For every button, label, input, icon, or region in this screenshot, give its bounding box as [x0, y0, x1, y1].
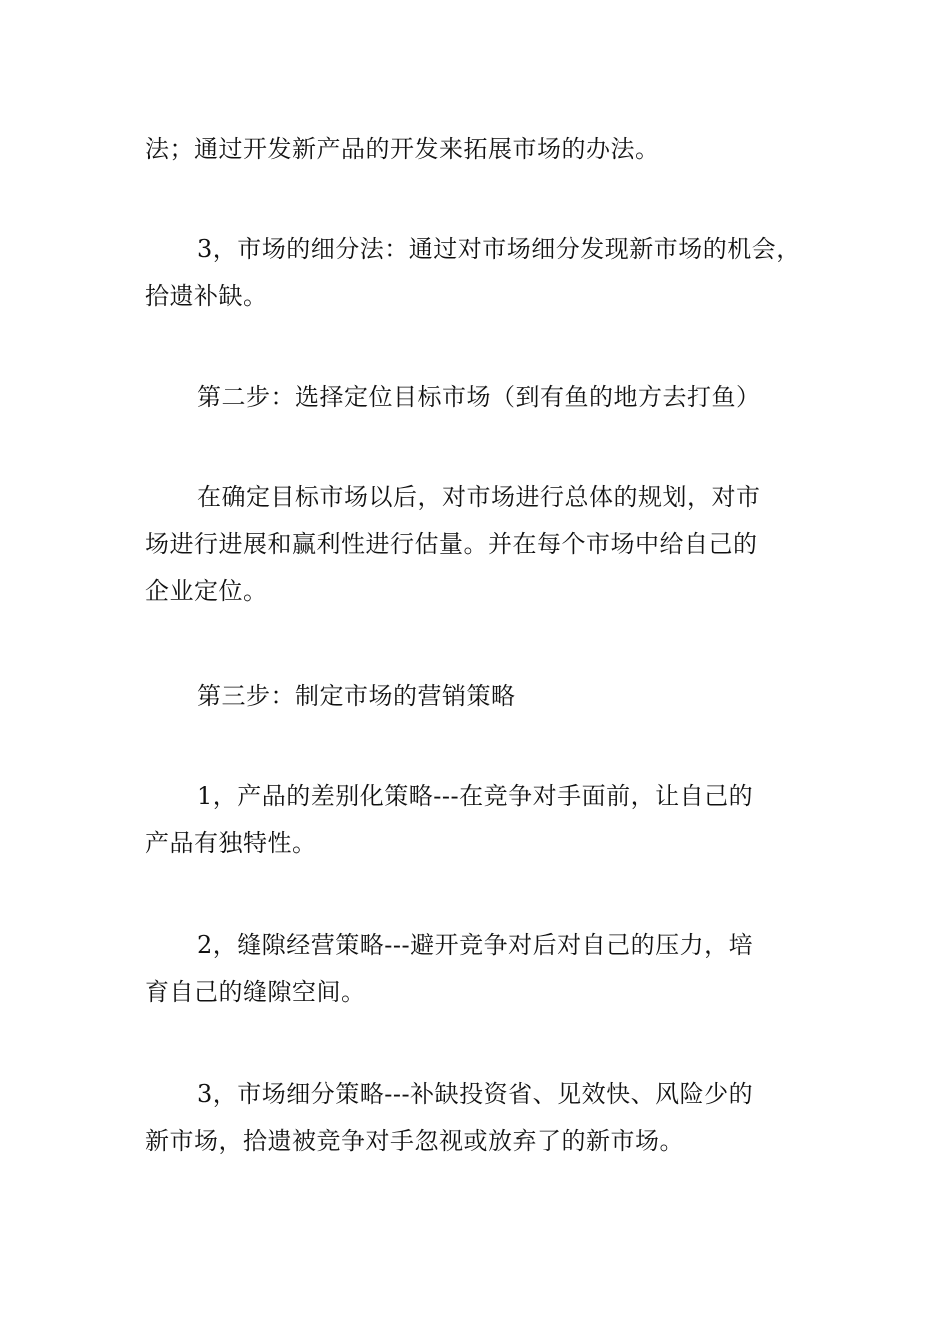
text-line: 育自己的缝隙空间。 [145, 978, 366, 1006]
paragraph-segmentation-strategy [145, 1071, 815, 1165]
text-line: 产品有独特性。 [145, 829, 317, 857]
text-line: 2，缝隙经营策略---避开竞争对后对自己的压力，培 [197, 931, 754, 959]
heading-step-three [145, 673, 815, 720]
text-line: 拾遗补缺。 [145, 282, 268, 310]
text-line: 在确定目标市场以后，对市场进行总体的规划，对市 [197, 483, 761, 511]
text-line: 场进行进展和赢利性进行估量。并在每个市场中给自己的 [145, 530, 758, 558]
paragraph-continuation [145, 126, 815, 173]
paragraph-target-market [145, 474, 815, 615]
text-line: 第二步：选择定位目标市场（到有鱼的地方去打鱼） [197, 383, 761, 411]
text-line: 3，市场的细分法：通过对市场细分发现新市场的机会， [197, 235, 801, 263]
paragraph-differentiation-strategy [145, 773, 815, 867]
heading-step-two [145, 374, 815, 421]
text-line: 第三步：制定市场的营销策略 [197, 682, 516, 710]
text-line: 3，市场细分策略---补缺投资省、见效快、风险少的 [197, 1080, 754, 1108]
text-line: 法；通过开发新产品的开发来拓展市场的办法。 [145, 135, 660, 163]
paragraph-market-segmentation-method [145, 226, 815, 320]
text-line: 新市场，拾遗被竞争对手忽视或放弃了的新市场。 [145, 1127, 684, 1155]
text-line: 1，产品的差别化策略---在竞争对手面前，让自己的 [197, 782, 754, 810]
paragraph-niche-strategy [145, 922, 815, 1016]
text-line: 企业定位。 [145, 577, 268, 605]
